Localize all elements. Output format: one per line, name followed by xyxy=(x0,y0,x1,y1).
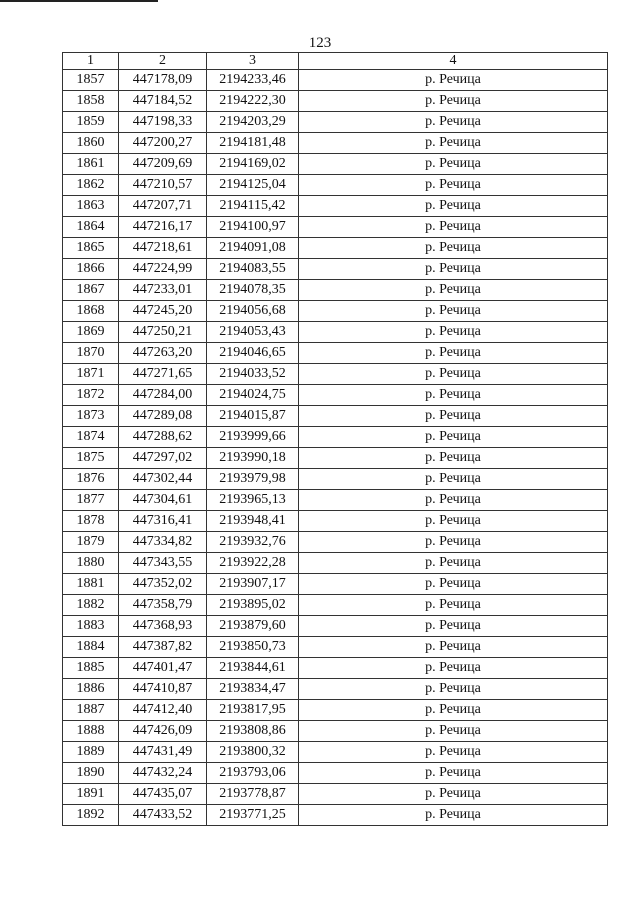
table-row xyxy=(63,658,608,679)
cell-point-number: 1863 xyxy=(63,196,119,217)
table-body xyxy=(63,70,608,826)
cell-x-coordinate: 447435,07 xyxy=(119,784,207,805)
table-row xyxy=(63,217,608,238)
cell-description: р. Речица xyxy=(299,742,608,763)
cell-description: р. Речица xyxy=(299,322,608,343)
cell-y-coordinate: 2193932,76 xyxy=(207,532,299,553)
table-row xyxy=(63,301,608,322)
cell-y-coordinate: 2194024,75 xyxy=(207,385,299,406)
cell-x-coordinate: 447401,47 xyxy=(119,658,207,679)
cell-point-number: 1881 xyxy=(63,574,119,595)
table-row xyxy=(63,175,608,196)
cell-y-coordinate: 2193922,28 xyxy=(207,553,299,574)
cell-x-coordinate: 447263,20 xyxy=(119,343,207,364)
cell-point-number: 1878 xyxy=(63,511,119,532)
cell-x-coordinate: 447304,61 xyxy=(119,490,207,511)
cell-x-coordinate: 447284,00 xyxy=(119,385,207,406)
cell-description: р. Речица xyxy=(299,616,608,637)
cell-y-coordinate: 2193834,47 xyxy=(207,679,299,700)
table-row xyxy=(63,574,608,595)
cell-description: р. Речица xyxy=(299,784,608,805)
table-row xyxy=(63,553,608,574)
cell-x-coordinate: 447387,82 xyxy=(119,637,207,658)
cell-x-coordinate: 447200,27 xyxy=(119,133,207,154)
cell-point-number: 1891 xyxy=(63,784,119,805)
cell-description: р. Речица xyxy=(299,700,608,721)
table-row xyxy=(63,469,608,490)
cell-description: р. Речица xyxy=(299,196,608,217)
cell-description: р. Речица xyxy=(299,490,608,511)
cell-point-number: 1886 xyxy=(63,679,119,700)
cell-x-coordinate: 447209,69 xyxy=(119,154,207,175)
cell-description: р. Речица xyxy=(299,259,608,280)
cell-x-coordinate: 447431,49 xyxy=(119,742,207,763)
column-header-y-coordinate: 3 xyxy=(207,53,299,70)
cell-description: р. Речица xyxy=(299,280,608,301)
table-row xyxy=(63,511,608,532)
cell-description: р. Речица xyxy=(299,679,608,700)
cell-y-coordinate: 2194100,97 xyxy=(207,217,299,238)
cell-description: р. Речица xyxy=(299,133,608,154)
cell-description: р. Речица xyxy=(299,637,608,658)
cell-description: р. Речица xyxy=(299,175,608,196)
cell-description: р. Речица xyxy=(299,469,608,490)
cell-point-number: 1888 xyxy=(63,721,119,742)
cell-description: р. Речица xyxy=(299,763,608,784)
table-row xyxy=(63,280,608,301)
column-header-description: 4 xyxy=(299,53,608,70)
cell-point-number: 1860 xyxy=(63,133,119,154)
cell-description: р. Речица xyxy=(299,532,608,553)
table-row xyxy=(63,133,608,154)
cell-description: р. Речица xyxy=(299,721,608,742)
cell-description: р. Речица xyxy=(299,112,608,133)
cell-y-coordinate: 2193844,61 xyxy=(207,658,299,679)
cell-description: р. Речица xyxy=(299,70,608,91)
table-row xyxy=(63,595,608,616)
cell-y-coordinate: 2193907,17 xyxy=(207,574,299,595)
cell-x-coordinate: 447216,17 xyxy=(119,217,207,238)
cell-y-coordinate: 2194053,43 xyxy=(207,322,299,343)
cell-y-coordinate: 2193771,25 xyxy=(207,805,299,826)
cell-x-coordinate: 447224,99 xyxy=(119,259,207,280)
cell-point-number: 1882 xyxy=(63,595,119,616)
cell-point-number: 1885 xyxy=(63,658,119,679)
cell-point-number: 1884 xyxy=(63,637,119,658)
cell-point-number: 1861 xyxy=(63,154,119,175)
cell-y-coordinate: 2193999,66 xyxy=(207,427,299,448)
cell-point-number: 1864 xyxy=(63,217,119,238)
table-row xyxy=(63,679,608,700)
table-row xyxy=(63,322,608,343)
table-row xyxy=(63,742,608,763)
table-row xyxy=(63,385,608,406)
cell-point-number: 1875 xyxy=(63,448,119,469)
cell-point-number: 1867 xyxy=(63,280,119,301)
cell-point-number: 1872 xyxy=(63,385,119,406)
table-row xyxy=(63,700,608,721)
table-row xyxy=(63,448,608,469)
cell-description: р. Речица xyxy=(299,511,608,532)
cell-point-number: 1869 xyxy=(63,322,119,343)
cell-x-coordinate: 447207,71 xyxy=(119,196,207,217)
cell-y-coordinate: 2194046,65 xyxy=(207,343,299,364)
cell-point-number: 1857 xyxy=(63,70,119,91)
cell-x-coordinate: 447178,09 xyxy=(119,70,207,91)
table-row xyxy=(63,763,608,784)
table-row xyxy=(63,490,608,511)
cell-x-coordinate: 447352,02 xyxy=(119,574,207,595)
cell-point-number: 1862 xyxy=(63,175,119,196)
cell-x-coordinate: 447368,93 xyxy=(119,616,207,637)
cell-y-coordinate: 2193850,73 xyxy=(207,637,299,658)
cell-x-coordinate: 447297,02 xyxy=(119,448,207,469)
cell-description: р. Речица xyxy=(299,427,608,448)
cell-description: р. Речица xyxy=(299,301,608,322)
cell-y-coordinate: 2193793,06 xyxy=(207,763,299,784)
cell-x-coordinate: 447250,21 xyxy=(119,322,207,343)
cell-point-number: 1874 xyxy=(63,427,119,448)
cell-point-number: 1871 xyxy=(63,364,119,385)
cell-description: р. Речица xyxy=(299,91,608,112)
cell-y-coordinate: 2194125,04 xyxy=(207,175,299,196)
table-row xyxy=(63,238,608,259)
cell-x-coordinate: 447210,57 xyxy=(119,175,207,196)
cell-description: р. Речица xyxy=(299,385,608,406)
table-row xyxy=(63,532,608,553)
cell-description: р. Речица xyxy=(299,574,608,595)
cell-y-coordinate: 2193965,13 xyxy=(207,490,299,511)
cell-description: р. Речица xyxy=(299,805,608,826)
cell-y-coordinate: 2194083,55 xyxy=(207,259,299,280)
cell-point-number: 1877 xyxy=(63,490,119,511)
table-row xyxy=(63,721,608,742)
table-row xyxy=(63,637,608,658)
table-row xyxy=(63,805,608,826)
cell-y-coordinate: 2193879,60 xyxy=(207,616,299,637)
cell-x-coordinate: 447410,87 xyxy=(119,679,207,700)
cell-x-coordinate: 447198,33 xyxy=(119,112,207,133)
cell-y-coordinate: 2194056,68 xyxy=(207,301,299,322)
cell-y-coordinate: 2193778,87 xyxy=(207,784,299,805)
page-number: 123 xyxy=(308,35,332,51)
cell-description: р. Речица xyxy=(299,448,608,469)
cell-description: р. Речица xyxy=(299,658,608,679)
cell-y-coordinate: 2194169,02 xyxy=(207,154,299,175)
cell-y-coordinate: 2193895,02 xyxy=(207,595,299,616)
table-row xyxy=(63,784,608,805)
cell-x-coordinate: 447426,09 xyxy=(119,721,207,742)
cell-x-coordinate: 447358,79 xyxy=(119,595,207,616)
table-row xyxy=(63,616,608,637)
cell-point-number: 1870 xyxy=(63,343,119,364)
cell-y-coordinate: 2194091,08 xyxy=(207,238,299,259)
cell-point-number: 1868 xyxy=(63,301,119,322)
cell-point-number: 1892 xyxy=(63,805,119,826)
cell-point-number: 1873 xyxy=(63,406,119,427)
cell-y-coordinate: 2193990,18 xyxy=(207,448,299,469)
cell-x-coordinate: 447334,82 xyxy=(119,532,207,553)
table-row xyxy=(63,427,608,448)
cell-point-number: 1879 xyxy=(63,532,119,553)
cell-x-coordinate: 447289,08 xyxy=(119,406,207,427)
cell-y-coordinate: 2194115,42 xyxy=(207,196,299,217)
cell-x-coordinate: 447343,55 xyxy=(119,553,207,574)
column-header-x-coordinate: 2 xyxy=(119,53,207,70)
cell-point-number: 1883 xyxy=(63,616,119,637)
cell-y-coordinate: 2193948,41 xyxy=(207,511,299,532)
cell-description: р. Речица xyxy=(299,217,608,238)
cell-x-coordinate: 447432,24 xyxy=(119,763,207,784)
table-header-row xyxy=(63,53,608,70)
cell-point-number: 1887 xyxy=(63,700,119,721)
table-row xyxy=(63,364,608,385)
cell-x-coordinate: 447433,52 xyxy=(119,805,207,826)
cell-x-coordinate: 447233,01 xyxy=(119,280,207,301)
cell-y-coordinate: 2194015,87 xyxy=(207,406,299,427)
cell-x-coordinate: 447412,40 xyxy=(119,700,207,721)
table-row xyxy=(63,343,608,364)
cell-y-coordinate: 2194222,30 xyxy=(207,91,299,112)
cell-y-coordinate: 2193808,86 xyxy=(207,721,299,742)
cell-point-number: 1880 xyxy=(63,553,119,574)
table-row xyxy=(63,91,608,112)
cell-description: р. Речица xyxy=(299,343,608,364)
cell-y-coordinate: 2193979,98 xyxy=(207,469,299,490)
coordinates-table xyxy=(62,52,608,826)
cell-y-coordinate: 2194181,48 xyxy=(207,133,299,154)
cell-description: р. Речица xyxy=(299,406,608,427)
table-row xyxy=(63,196,608,217)
scan-edge-mark xyxy=(0,0,158,2)
cell-y-coordinate: 2194078,35 xyxy=(207,280,299,301)
cell-point-number: 1890 xyxy=(63,763,119,784)
cell-x-coordinate: 447271,65 xyxy=(119,364,207,385)
cell-y-coordinate: 2193817,95 xyxy=(207,700,299,721)
cell-y-coordinate: 2193800,32 xyxy=(207,742,299,763)
cell-point-number: 1876 xyxy=(63,469,119,490)
cell-point-number: 1866 xyxy=(63,259,119,280)
table-row xyxy=(63,154,608,175)
column-header-point-number: 1 xyxy=(63,53,119,70)
table-row xyxy=(63,112,608,133)
cell-description: р. Речица xyxy=(299,238,608,259)
cell-point-number: 1859 xyxy=(63,112,119,133)
cell-x-coordinate: 447316,41 xyxy=(119,511,207,532)
cell-description: р. Речица xyxy=(299,364,608,385)
table-row xyxy=(63,406,608,427)
cell-x-coordinate: 447218,61 xyxy=(119,238,207,259)
cell-y-coordinate: 2194233,46 xyxy=(207,70,299,91)
cell-point-number: 1889 xyxy=(63,742,119,763)
cell-x-coordinate: 447302,44 xyxy=(119,469,207,490)
cell-description: р. Речица xyxy=(299,595,608,616)
cell-x-coordinate: 447245,20 xyxy=(119,301,207,322)
cell-y-coordinate: 2194203,29 xyxy=(207,112,299,133)
cell-point-number: 1865 xyxy=(63,238,119,259)
cell-point-number: 1858 xyxy=(63,91,119,112)
table-row xyxy=(63,70,608,91)
cell-x-coordinate: 447184,52 xyxy=(119,91,207,112)
table-row xyxy=(63,259,608,280)
cell-y-coordinate: 2194033,52 xyxy=(207,364,299,385)
cell-x-coordinate: 447288,62 xyxy=(119,427,207,448)
cell-description: р. Речица xyxy=(299,553,608,574)
cell-description: р. Речица xyxy=(299,154,608,175)
